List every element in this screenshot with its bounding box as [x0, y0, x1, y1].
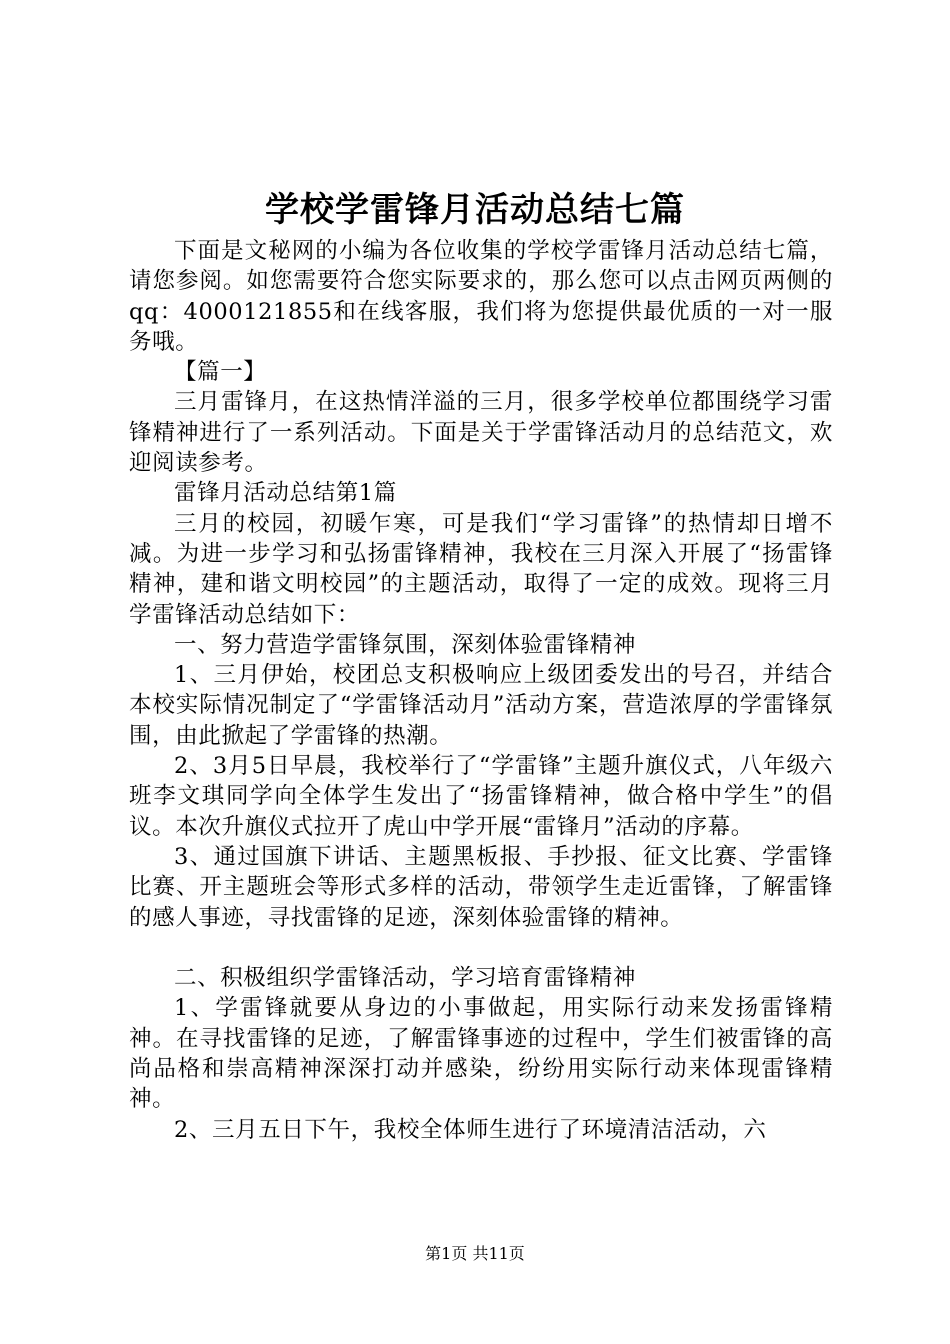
list-heading: 一、努力营造学雷锋氛围，深刻体验雷锋精神	[174, 631, 637, 658]
page-footer: 第1页 共11页	[425, 1244, 525, 1263]
list-item: 1、三月伊始，校团总支积极响应上级团委发出的号召，并结合本校实际情况制定了“学雷锋活动月”活动方案，营造浓厚的学雷锋氛围，由此掀起了学雷锋的热潮。	[129, 662, 833, 749]
body-paragraph: 三月雷锋月，在这热情洋溢的三月，很多学校单位都围绕学习雷锋精神进行了一系列活动。下面是关于学雷锋活动月的总结范文，欢迎阅读参考。	[129, 389, 833, 477]
document-body	[129, 236, 833, 1145]
blank-line	[129, 933, 833, 963]
list-heading: 二、积极组织学雷锋活动，学习培育雷锋精神	[174, 965, 637, 992]
body-paragraph: 三月的校园，初暖乍寒，可是我们“学习雷锋”的热情却日增不减。为进一步学习和弘扬雷锋精神，我校在三月深入开展了“扬雷锋精神，建和谐文明校园”的主题活动，取得了一定的成效。现将三月学雷锋活动总结如下：	[129, 510, 833, 628]
section-heading: 【篇一】	[174, 359, 267, 386]
list-item: 3、通过国旗下讲话、主题黑板报、手抄报、征文比赛、学雷锋比赛、开主题班会等形式多样的活动，带领学生走近雷锋，了解雷锋的感人事迹，寻找雷锋的足迹，深刻体验雷锋的精神。	[129, 843, 833, 931]
list-item: 2、3月5日早晨，我校举行了“学雷锋”主题升旗仪式，八年级六班李文琪同学向全体学生发出了“扬雷锋精神，做合格中学生”的倡议。本次升旗仪式拉开了虎山中学开展“雷锋月”活动的序幕。	[129, 753, 833, 840]
document-title: 学校学雷锋月活动总结七篇	[265, 190, 685, 230]
subsection-heading: 雷锋月活动总结第1篇	[174, 480, 397, 507]
intro-paragraph: 下面是文秘网的小编为各位收集的学校学雷锋月活动总结七篇，请您参阅。如您需要符合您实际要求的，那么您可以点击网页两侧的qq：4000121855和在线客服，我们将为您提供最优质的一对一服务哦。	[129, 238, 833, 355]
list-item: 1、学雷锋就要从身边的小事做起，用实际行动来发扬雷锋精神。在寻找雷锋的足迹，了解雷锋事迹的过程中，学生们被雷锋的高尚品格和崇高精神深深打动并感染，纷纷用实际行动来体现雷锋精神。	[129, 995, 833, 1113]
list-item: 2、三月五日下午，我校全体师生进行了环境清洁活动，六	[174, 1116, 767, 1143]
